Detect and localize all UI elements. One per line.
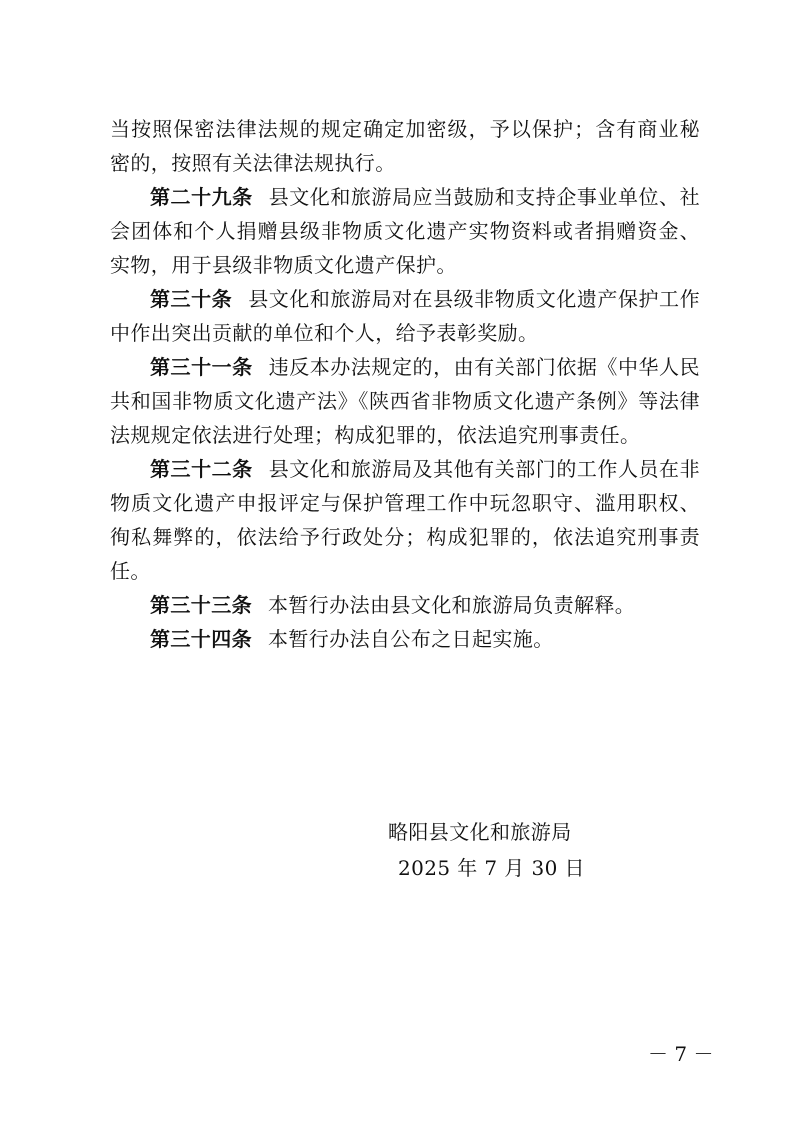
page-number: － 7 － <box>648 1042 714 1066</box>
article-text: 县文化和旅游局应当鼓励和支持企事业单位、社会团体和个人捐赠县级非物质文化遗产实物资料或者捐赠资金、实物，用于县级非物质文化遗产保护。 <box>110 185 700 277</box>
article-label: 第三十一条 <box>150 355 253 379</box>
article-34 <box>110 622 700 656</box>
article-label: 第三十条 <box>150 287 233 311</box>
article-31 <box>110 350 700 452</box>
article-text: 县文化和旅游局及其他有关部门的工作人员在非物质文化遗产申报评定与保护管理工作中玩忽职守、滥用职权、徇私舞弊的，依法给予行政处分；构成犯罪的，依法追究刑事责任。 <box>110 457 700 583</box>
article-text: 县文化和旅游局对在县级非物质文化遗产保护工作中作出突出贡献的单位和个人，给予表彰奖励。 <box>110 287 700 345</box>
article-label: 第三十二条 <box>150 457 253 481</box>
document-body <box>110 112 700 656</box>
article-label: 第三十四条 <box>150 627 252 651</box>
article-33 <box>110 588 700 622</box>
signature-date: 2025 年 7 月 30 日 <box>398 856 585 880</box>
article-text: 违反本办法规定的，由有关部门依据《中华人民共和国非物质文化遗产法》《陕西省非物质文化遗产条例》等法律法规规定依法进行处理；构成犯罪的，依法追究刑事责任。 <box>110 355 700 447</box>
continuation-paragraph: 当按照保密法律法规的规定确定加密级，予以保护；含有商业秘密的，按照有关法律法规执行。 <box>110 117 700 175</box>
signature-organization: 略阳县文化和旅游局 <box>388 820 572 844</box>
article-text: 本暂行办法自公布之日起实施。 <box>268 627 554 651</box>
article-label: 第二十九条 <box>150 185 253 209</box>
article-32 <box>110 452 700 588</box>
article-text: 本暂行办法由县文化和旅游局负责解释。 <box>268 593 636 617</box>
article-29 <box>110 180 700 282</box>
article-30 <box>110 282 700 350</box>
article-label: 第三十三条 <box>150 593 252 617</box>
